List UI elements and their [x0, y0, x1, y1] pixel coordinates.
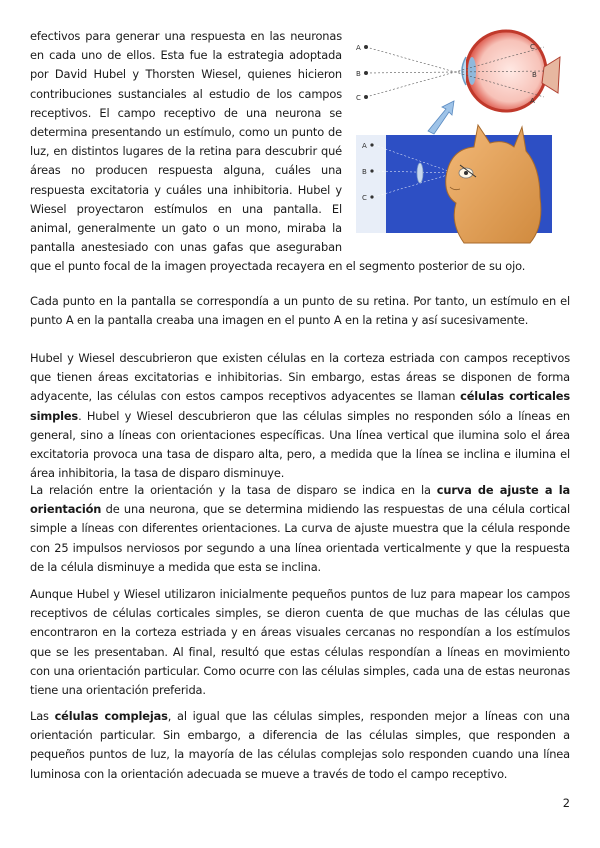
paragraph-text: . Hubel y Wiesel descubrieron que las células simples no responden sólo a líneas en general, sino a líneas con orientaciones específicas. Una línea vertical que ilumina solo el área excitatoria provoca una tasa de disparo alta, pero, a medida que la línea se inclina e ilumina el área inhibitoria, la tasa de disparo disminuye.: [30, 408, 570, 481]
paragraph-text: La relación entre la orientación y la tasa de disparo se indica en la: [30, 483, 437, 497]
paragraph-text: Las: [30, 709, 55, 723]
paragraph-simple-cells: [30, 349, 570, 483]
paragraph-complex-cells: [30, 707, 570, 784]
screen-label-b: B: [362, 168, 367, 176]
paragraph-text: , al igual que las células simples, responden mejor a líneas con una orientación particular. Sin embargo, a diferencia de las células simples, que responden a pequeños puntos de luz, la mayoría de las células complejas solo responden cuando una línea luminosa con la orientación adecuada se mueve a través de todo el campo receptivo.: [30, 709, 570, 781]
screen-label-c: C: [362, 194, 367, 202]
screen-label-a: A: [362, 142, 367, 150]
paragraph-text: Hubel y Wiesel descubrieron que existen células en la corteza estriada con campos receptivos que tienen áreas excitatorias e inhibitorias. Sin embargo, estas áreas se disponen de forma adyacente, las células con estos campos receptivos adyacentes se llaman: [30, 351, 570, 404]
paragraph-orientation-curve: [30, 481, 570, 577]
retina-label-c: C: [530, 43, 535, 51]
term-complex-cells: células complejas: [54, 709, 168, 723]
paragraph-text: de una neurona, que se determina midiendo las respuestas de una célula cortical simple a líneas con diferentes orientaciones. La curva de ajuste muestra que la célula responde con 25 impulsos nerviosos por segundo a una línea orientada verticalmente y que la respuesta de la célula disminuye a medida que esta se inclina.: [30, 502, 570, 574]
eye-projection-figure: [354, 27, 570, 253]
paragraph-moving-lines: Aunque Hubel y Wiesel utilizaron inicialmente pequeños puntos de luz para mapear los campos receptivos de células corticales simples, se dieron cuenta de que muchas de las células que encontraron en la corteza estriada y en áreas visuales cercanas no respondían a los estímulos que se les presentaban. Al final, resultó que estas células respondían a líneas en movimiento con una orientación particular. Como ocurre con las células simples, cada una de estas neuronas tiene una orientación preferida.: [30, 587, 570, 698]
term-simple-cells: células corticales simples: [30, 389, 570, 423]
eye-cat-illustration: [354, 27, 570, 253]
eyeball-diagram: [356, 31, 560, 111]
paragraph-receptive-fields: efectivos para generar una respuesta en las neuronas en cada uno de ellos. Esta fue la estrategia adoptada por David Hubel y Thorsten Wiesel, quienes hicieron contribuciones sustanciales al estudio de los campos receptivos. El campo receptivo de una neurona se determina presentando un estímulo, como un punto de luz, en distintos lugares de la retina para descubrir qué áreas no producen respuesta alguna, cuáles una respuesta excitatoria y cuáles una inhibitoria. Hubel y Wiesel proyectaron estímulos en una pantalla. El animal, generalmente un gato o un mono, miraba la pantalla anestesiado con unas gafas que aseguraban que el punto focal de la imagen proyectada recayera en el segmento posterior de su ojo.: [30, 29, 526, 274]
first-paragraph-block: [30, 27, 570, 277]
eye-label-c: C: [356, 94, 361, 102]
retina-label-b: B: [532, 71, 537, 79]
zoom-arrow-icon: [428, 101, 454, 134]
paragraph-screen-retina: Cada punto en la pantalla se correspondía a un punto de su retina. Por tanto, un estímulo en el punto A en la pantalla creaba una imagen en el punto A en la retina y así sucesivamente.: [30, 294, 570, 328]
page-number: 2: [562, 796, 570, 810]
eye-label-a: A: [356, 44, 361, 52]
eye-label-b: B: [356, 70, 361, 78]
retina-label-a: A: [530, 97, 535, 105]
term-orientation-tuning-curve: curva de ajuste a la orientación: [30, 483, 570, 517]
